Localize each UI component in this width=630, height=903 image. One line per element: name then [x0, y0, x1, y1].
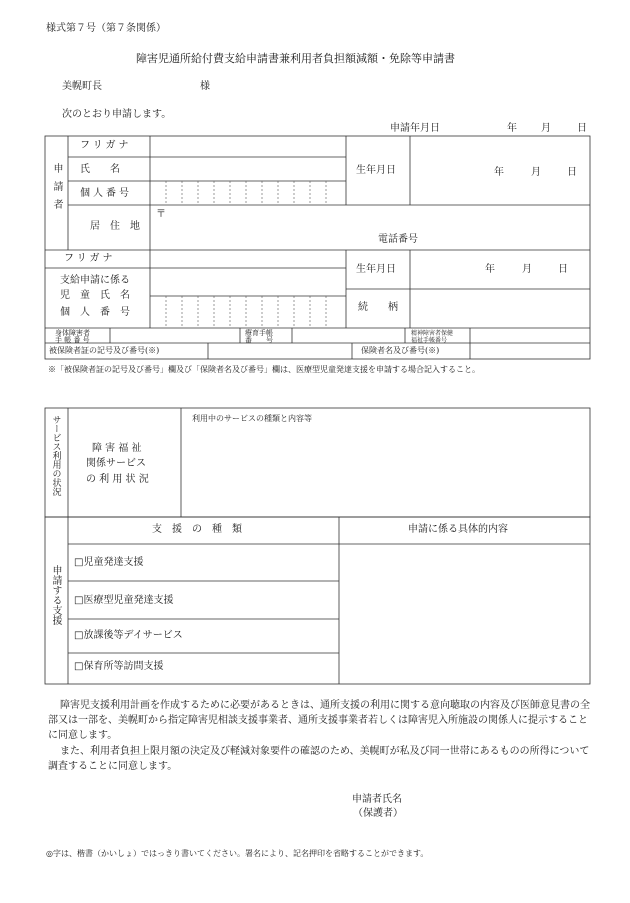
page-title: 障害児通所給付費支給申請書兼利用者負担額減額・免除等申請書 — [136, 52, 455, 65]
child-name-label-2: 児 童 氏 名 — [60, 290, 130, 301]
consent-paragraph-1: 障害児支援利用計画を作成するために必要があるときは、通所支援の利用に関する意向聴取の内容及び医師意見書の全部又は一部を、美幌町から指定障害児相談支援事業者、通所支援事業者若しくは障害児入所施設の関係人に提示することに同意します。 — [48, 700, 590, 741]
signature-guardian-label: （保護者） — [353, 808, 403, 819]
addressee: 美幌町長 — [62, 81, 102, 92]
applicant-personal-number-label: 個人番号 — [80, 188, 132, 199]
service-status-side-label: サービス利用の状況 — [50, 415, 61, 496]
ryoiku-handbook-label-2: 番 号 — [245, 336, 273, 344]
service-status-label-2: 関係サービス — [86, 458, 146, 469]
insurer-label: 保険者名及び番号(※) — [361, 346, 440, 355]
child-dob-day[interactable]: 日 — [558, 264, 568, 275]
service-status-label-3: の 利 用 状 況 — [86, 474, 149, 485]
consent-paragraph-2: また、利用者負担上限月額の決定及び軽減対象要件の確認のため、美幌町が私及び同一世帯にあるものの所得について調査することに同意します。 — [48, 746, 590, 772]
support-content-header: 申請に係る具体的内容 — [408, 524, 508, 535]
footer-note: ◎字は、楷書（かいしょ）ではっきり書いてください。署名により、記名押印を省略することができます。 — [46, 849, 429, 858]
support-side-label: 申請する支援 — [50, 565, 61, 625]
service-content-label: 利用中のサービスの種類と内容等 — [192, 414, 312, 423]
applicant-name-label: 氏 名 — [80, 164, 120, 175]
child-dob-label: 生年月日 — [356, 264, 396, 275]
child-dob-year[interactable]: 年 — [485, 264, 495, 275]
applicant-dob-month[interactable]: 月 — [531, 167, 541, 178]
application-date-label: 申請年月日 — [390, 123, 440, 134]
application-date-month[interactable]: 月 — [541, 123, 551, 134]
applicant-section-label: 申請者 — [51, 163, 62, 217]
support-option-after-school-day-service[interactable]: □放課後等デイサービス — [74, 630, 183, 641]
addressee-honorific: 様 — [200, 81, 210, 92]
applicant-dob-day[interactable]: 日 — [567, 167, 577, 178]
postal-mark: 〒 — [156, 209, 166, 220]
mental-handbook-label-2: 福祉手帳番号 — [411, 337, 448, 344]
applicant-dob-year[interactable]: 年 — [494, 167, 504, 178]
application-date-day[interactable]: 日 — [577, 123, 587, 134]
child-dob-month[interactable]: 月 — [522, 264, 532, 275]
child-furigana-label: フリガナ — [64, 253, 116, 264]
physical-handbook-label-2: 手 帳 番 号 — [55, 336, 90, 344]
intro-text: 次のとおり申請します。 — [62, 109, 172, 120]
insurance-cert-label: 被保険者証の記号及び番号(※) — [49, 346, 160, 355]
mental-handbook-label-1: 精神障害者保健 — [411, 330, 454, 337]
support-option-medical-child-development[interactable]: □医療型児童発達支援 — [74, 595, 174, 606]
service-status-label-1: 障 害 福 祉 — [92, 443, 142, 454]
signature-label: 申請者氏名 — [352, 794, 402, 805]
relation-label: 続 柄 — [358, 302, 398, 313]
insurance-note: ※「被保険者証の記号及び番号」欄及び「保険者名及び番号」欄は、医療型児童発達支援を申請する場合記入すること。 — [48, 365, 480, 374]
application-date-year[interactable]: 年 — [507, 123, 517, 134]
support-option-child-development[interactable]: □児童発達支援 — [74, 557, 144, 568]
form-number: 様式第７号（第７条関係） — [46, 23, 166, 34]
support-type-header: 支 援 の 種 類 — [152, 524, 242, 535]
applicant-phone-label: 電話番号 — [378, 234, 418, 245]
physical-handbook-label-1: 身体障害者 — [55, 329, 90, 337]
child-personal-number-label: 個 人 番 号 — [60, 307, 130, 318]
applicant-furigana-label: フリガナ — [80, 140, 132, 151]
support-option-nursery-visit-support[interactable]: □保育所等訪問支援 — [74, 661, 164, 672]
child-name-label-1: 支給申請に係る — [60, 275, 130, 286]
ryoiku-handbook-label-1: 療育手帳 — [245, 329, 273, 337]
applicant-address-label: 居 住 地 — [90, 221, 140, 232]
applicant-dob-label: 生年月日 — [356, 165, 396, 176]
